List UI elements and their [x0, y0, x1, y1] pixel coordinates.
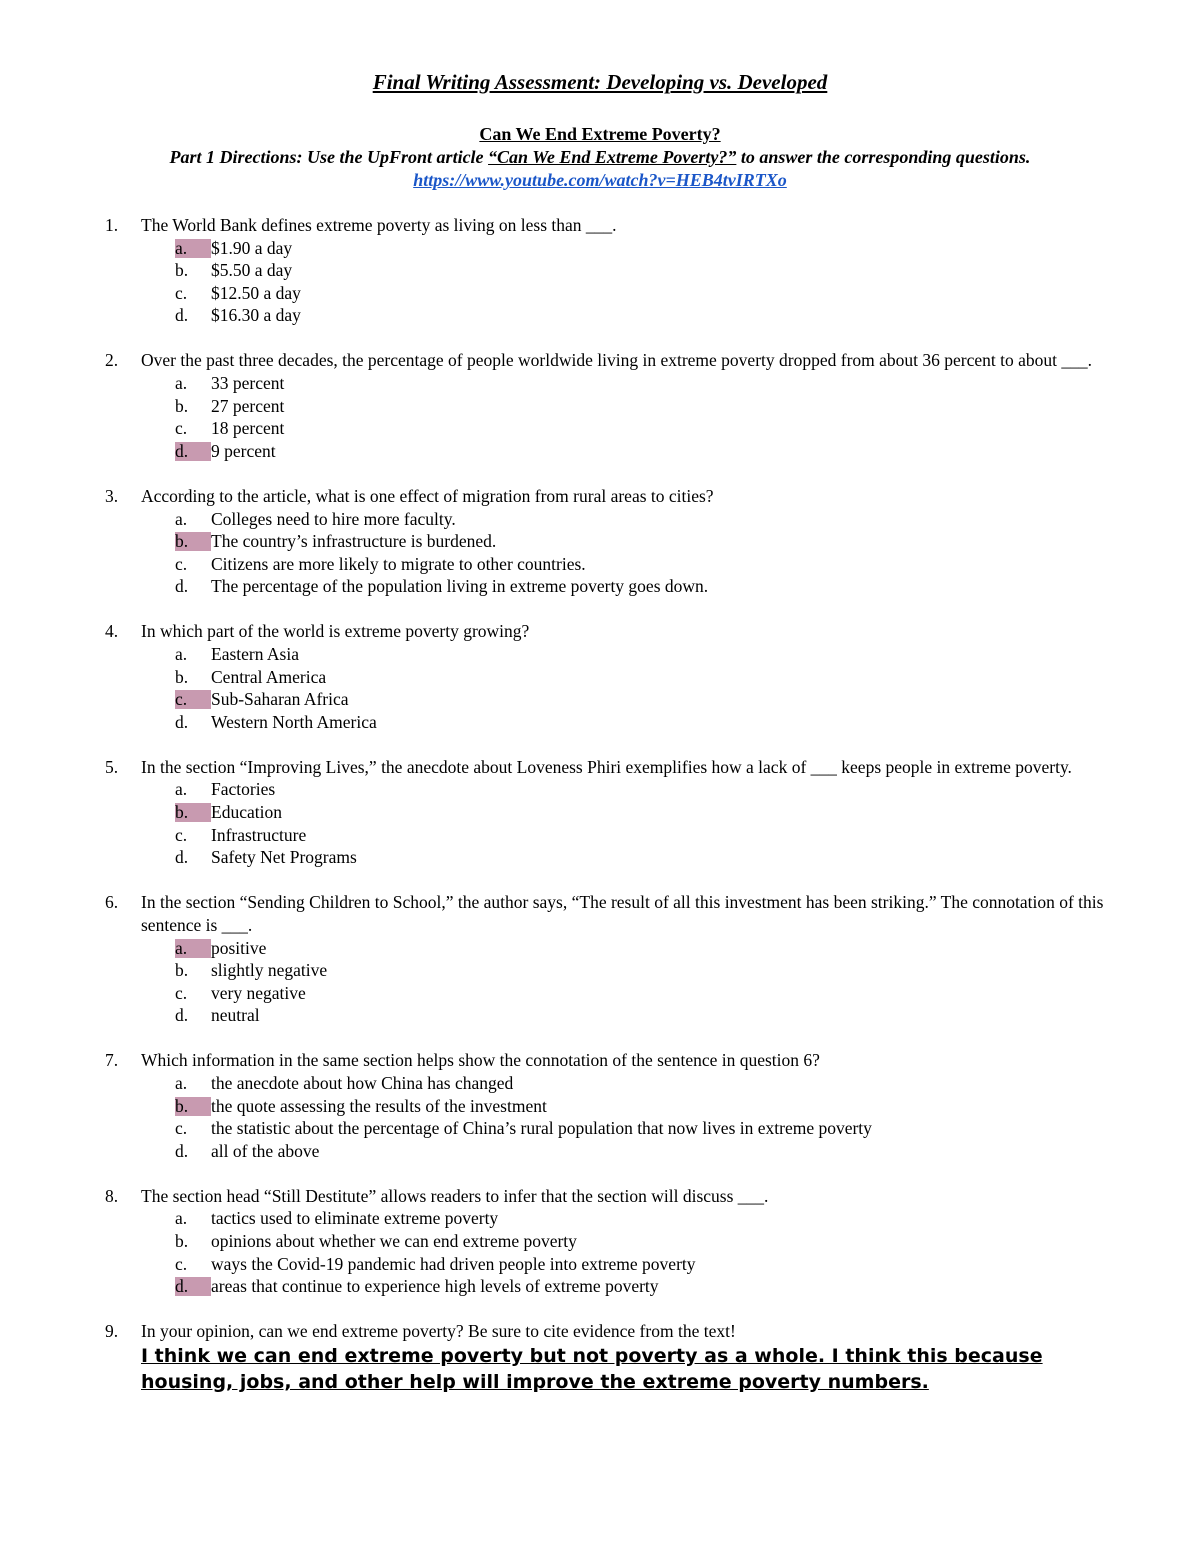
option-text: ways the Covid-19 pandemic had driven people into extreme poverty — [211, 1253, 696, 1274]
answer-option[interactable] — [0, 575, 1200, 598]
answer-option[interactable] — [0, 508, 1200, 531]
option-text: slightly negative — [211, 960, 328, 981]
option-letter: a. — [175, 373, 188, 394]
answer-option[interactable] — [0, 824, 1200, 847]
option-letter: c. — [175, 1118, 188, 1139]
answer-option[interactable] — [0, 937, 1200, 960]
question-text — [0, 620, 1200, 643]
option-letter: d. — [175, 1005, 189, 1026]
question-1 — [0, 214, 1200, 327]
answer-option[interactable] — [0, 304, 1200, 327]
answer-option[interactable] — [0, 1230, 1200, 1253]
option-text: Eastern Asia — [211, 644, 299, 664]
question-text — [0, 349, 1200, 372]
selected-option-letter: d. — [175, 1277, 211, 1296]
answer-option[interactable] — [0, 1207, 1200, 1230]
option-letter: d. — [175, 847, 189, 868]
answer-option[interactable] — [0, 417, 1200, 440]
option-text: $12.50 a day — [211, 282, 301, 303]
answer-option[interactable] — [0, 1253, 1200, 1276]
selected-option-letter: a. — [175, 239, 211, 258]
question-number: 9. — [105, 1321, 119, 1342]
option-text: Sub-Saharan Africa — [211, 689, 349, 710]
directions-suffix: to answer the corresponding questions. — [736, 147, 1031, 167]
option-letter: b. — [175, 1231, 189, 1252]
option-text: Colleges need to hire more faculty. — [211, 508, 456, 529]
question-text — [0, 1185, 1200, 1208]
answer-option[interactable] — [0, 259, 1200, 282]
question-number: 3. — [105, 485, 119, 506]
selected-option-letter: b. — [175, 803, 211, 822]
answer-option[interactable] — [0, 1117, 1200, 1140]
question-prompt: According to the article, what is one effect of migration from rural areas to cities? — [141, 485, 714, 506]
answer-option[interactable] — [0, 1140, 1200, 1163]
option-text: the anecdote about how China has changed — [211, 1073, 514, 1093]
option-text: Western North America — [211, 711, 377, 732]
option-text: $1.90 a day — [211, 237, 293, 258]
answer-option[interactable] — [0, 846, 1200, 869]
option-text: Citizens are more likely to migrate to other countries. — [211, 553, 586, 574]
answer-option[interactable] — [0, 778, 1200, 801]
option-letter: a. — [175, 644, 188, 664]
option-text: Central America — [211, 666, 327, 687]
question-prompt: The section head “Still Destitute” allows readers to infer that the section will discuss ___. — [141, 1185, 769, 1206]
question-number: 8. — [105, 1185, 119, 1206]
option-text: neutral — [211, 1005, 260, 1026]
question-5 — [0, 756, 1200, 869]
question-8 — [0, 1185, 1200, 1298]
option-text: the statistic about the percentage of China’s rural population that now lives in extreme poverty — [211, 1118, 872, 1139]
question-prompt: Which information in the same section helps show the connotation of the sentence in question 6? — [141, 1050, 820, 1071]
answer-option[interactable] — [0, 237, 1200, 260]
answer-option[interactable] — [0, 1004, 1200, 1027]
question-prompt: Over the past three decades, the percentage of people worldwide living in extreme poverty dropped from about 36 percent to about ___. — [141, 350, 1092, 371]
option-letter: a. — [175, 779, 188, 800]
answer-option[interactable] — [0, 801, 1200, 824]
option-text: Safety Net Programs — [211, 847, 357, 868]
option-text: all of the above — [211, 1140, 320, 1161]
question-text — [0, 214, 1200, 237]
question-number: 5. — [105, 756, 119, 777]
option-text: Education — [211, 802, 282, 823]
question-prompt: In which part of the world is extreme poverty growing? — [141, 621, 530, 642]
question-number: 7. — [105, 1050, 119, 1071]
option-letter: a. — [175, 1208, 188, 1229]
option-text: Factories — [211, 779, 276, 800]
question-text — [0, 756, 1200, 779]
selected-option-letter: d. — [175, 442, 211, 461]
option-letter: c. — [175, 982, 188, 1003]
question-text — [0, 891, 1200, 936]
option-text: 27 percent — [211, 395, 285, 416]
answer-option[interactable] — [0, 395, 1200, 418]
option-letter: d. — [175, 1140, 189, 1161]
answer-option[interactable] — [0, 372, 1200, 395]
question-number: 4. — [105, 621, 119, 642]
option-letter: c. — [175, 418, 188, 439]
option-letter: c. — [175, 553, 188, 574]
question-text — [0, 1320, 1200, 1343]
question-number: 6. — [105, 892, 119, 913]
question-3 — [0, 485, 1200, 598]
document-title: Final Writing Assessment: Developing vs. Developed — [372, 70, 828, 94]
option-letter: c. — [175, 282, 188, 303]
answer-option[interactable] — [0, 982, 1200, 1005]
question-list — [0, 214, 1200, 1417]
option-text: 33 percent — [211, 373, 285, 394]
option-text: 18 percent — [211, 418, 285, 439]
option-letter: d. — [175, 711, 189, 732]
question-4 — [0, 620, 1200, 733]
answer-option[interactable] — [0, 1275, 1200, 1298]
option-letter: c. — [175, 1253, 188, 1274]
question-text — [0, 485, 1200, 508]
option-letter: b. — [175, 666, 189, 687]
question-text — [0, 1049, 1200, 1072]
answer-option[interactable] — [0, 1095, 1200, 1118]
question-prompt: In the section “Improving Lives,” the anecdote about Loveness Phiri exemplifies how a lack of ___ keeps people in extreme poverty. — [141, 756, 1072, 777]
option-text: tactics used to eliminate extreme poverty — [211, 1208, 499, 1229]
answer-option[interactable] — [0, 959, 1200, 982]
video-link[interactable]: https://www.youtube.com/watch?v=HEB4tvIRTXo — [413, 170, 787, 190]
answer-option[interactable] — [0, 666, 1200, 689]
answer-option[interactable] — [0, 711, 1200, 734]
question-prompt: The World Bank defines extreme poverty as living on less than ___. — [141, 215, 617, 235]
answer-option[interactable] — [0, 1072, 1200, 1095]
option-letter: b. — [175, 395, 189, 416]
question-6 — [0, 891, 1200, 1027]
option-text: positive — [211, 937, 267, 958]
question-number: 2. — [105, 350, 119, 371]
directions — [0, 147, 1200, 168]
question-9 — [0, 1320, 1200, 1395]
option-text: the quote assessing the results of the investment — [211, 1095, 547, 1116]
question-prompt: In your opinion, can we end extreme poverty? Be sure to cite evidence from the text! — [141, 1321, 736, 1342]
selected-option-letter: c. — [175, 690, 211, 709]
option-text: The percentage of the population living in extreme poverty goes down. — [211, 576, 709, 597]
written-answer: I think we can end extreme poverty but not poverty as a whole. I think this because housing, jobs, and other help will improve the extreme poverty numbers. — [141, 1344, 1043, 1393]
selected-option-letter: b. — [175, 1097, 211, 1116]
option-text: $16.30 a day — [211, 305, 301, 326]
article-title: Can We End Extreme Poverty? — [479, 124, 721, 144]
option-text: very negative — [211, 982, 306, 1003]
option-text: Infrastructure — [211, 824, 307, 845]
option-letter: c. — [175, 824, 188, 845]
option-letter: d. — [175, 305, 189, 326]
option-letter: a. — [175, 508, 188, 529]
option-text: $5.50 a day — [211, 260, 293, 281]
answer-option[interactable] — [0, 530, 1200, 553]
answer-option[interactable] — [0, 643, 1200, 666]
question-2 — [0, 349, 1200, 462]
selected-option-letter: b. — [175, 532, 211, 551]
directions-prefix: Part 1 Directions: Use the UpFront article — [169, 147, 489, 167]
option-letter: a. — [175, 1073, 188, 1093]
answer-option[interactable] — [0, 553, 1200, 576]
option-text: 9 percent — [211, 440, 276, 461]
answer-option[interactable] — [0, 440, 1200, 463]
answer-option[interactable] — [0, 688, 1200, 711]
option-text: areas that continue to experience high levels of extreme poverty — [211, 1276, 659, 1297]
directions-article-name: “Can We End Extreme Poverty?” — [488, 147, 737, 167]
selected-option-letter: a. — [175, 939, 211, 958]
question-7 — [0, 1049, 1200, 1162]
answer-option[interactable] — [0, 282, 1200, 305]
question-number: 1. — [105, 215, 119, 235]
option-text: opinions about whether we can end extreme poverty — [211, 1231, 577, 1252]
option-text: The country’s infrastructure is burdened. — [211, 531, 497, 552]
question-prompt: In the section “Sending Children to School,” the author says, “The result of all this investment has been striking.” The connotation of this sentence is ___. — [141, 892, 1104, 935]
option-letter: b. — [175, 260, 189, 281]
option-letter: b. — [175, 960, 189, 981]
option-letter: d. — [175, 576, 189, 597]
